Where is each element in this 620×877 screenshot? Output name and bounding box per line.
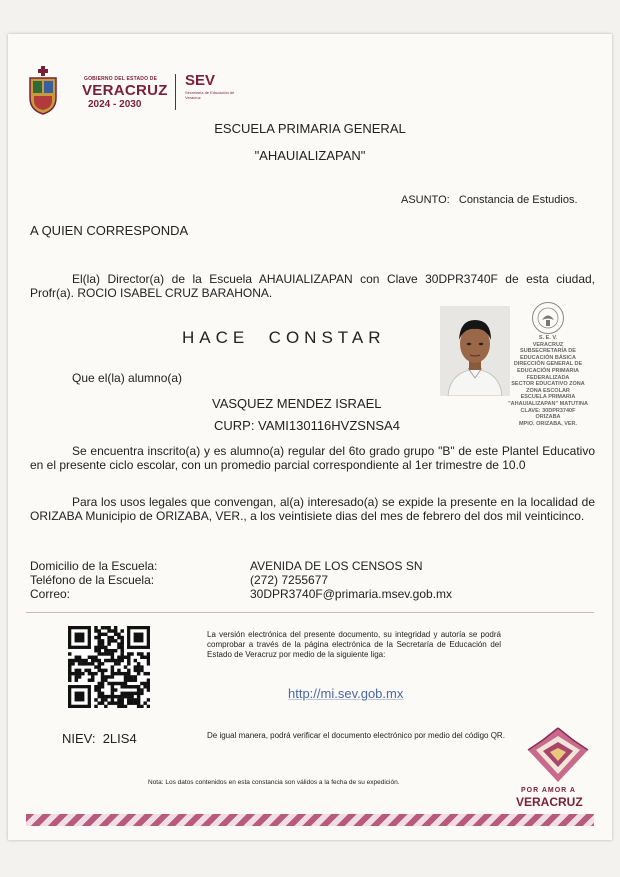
student-label: Que el(la) alumno(a)	[72, 371, 183, 385]
brand-line-1: POR AMOR A	[521, 787, 576, 794]
stamp-line: MPIO. ORIZABA, VER.	[518, 420, 578, 427]
stamp-line: VERACRUZ	[532, 341, 564, 348]
official-stamp	[498, 302, 598, 442]
student-curp: CURP: VAMI130116HVZSNSA4	[214, 418, 400, 433]
footer-decorative-stripe	[26, 814, 594, 826]
verification-link[interactable]: http://mi.sev.gob.mx	[288, 686, 404, 701]
sev-subtitle: Secretaría de Educación de Veracruz	[185, 90, 235, 100]
contact-phone: (272) 7255677	[250, 573, 329, 587]
verification-text: La versión electrónica del presente documento, su integridad y autoría se podrá comprobar a través de la página electrónica de la Secretaría de Educación del Estado de Veracruz por medio de la siguiente liga:	[207, 630, 501, 659]
por-amor-a-veracruz-logo-icon	[518, 722, 598, 788]
asunto-value: Constancia de Estudios.	[458, 194, 578, 206]
gov-small-label: GOBIERNO DEL ESTADO DE	[84, 76, 158, 82]
contact-label-address: Domicilio de la Escuela:	[30, 559, 158, 573]
brand-line-2: VERACRUZ	[516, 795, 583, 809]
footer-note: Nota: Los datos contenidos en esta constancia son válidos a la fecha de su expedición.	[148, 779, 400, 786]
qr-verification-text: De igual manera, podrá verificar el documento electrónico por medio del código QR.	[207, 731, 505, 740]
stamp-line: S. E. V.	[538, 335, 558, 341]
asunto-label: ASUNTO:	[401, 194, 450, 206]
header-divider	[175, 74, 176, 110]
stamp-line: DIRECCIÓN GENERAL DE	[513, 361, 583, 368]
stamp-eagle-icon	[532, 302, 564, 334]
stamp-line: CLAVE: 30DPR3740F	[520, 407, 576, 414]
salutation: A QUIEN CORRESPONDA	[30, 223, 189, 238]
contact-email[interactable]: 30DPR3740F@primaria.msev.gob.mx	[250, 587, 453, 601]
contact-labels	[30, 559, 157, 601]
stamp-line: EDUCACIÓN PRIMARIA	[516, 367, 580, 374]
stamp-line: ESCUELA PRIMARIA	[520, 394, 576, 401]
enrolled-paragraph: Se encuentra inscrito(a) y es alumno(a) regular del 6to grado grupo "B" de este Plantel Educativo en el presente ciclo escolar, con un promedio parcial correspondiente al 1er trimestre de 10.0	[30, 444, 595, 472]
section-divider	[26, 612, 594, 613]
stamp-line: "AHAUIALIZAPAN" MATUTINA	[508, 400, 588, 407]
contact-label-email: Correo:	[30, 587, 71, 601]
contact-address: AVENIDA DE LOS CENSOS SN	[250, 559, 423, 573]
intro-paragraph: El(la) Director(a) de la Escuela AHAUIALIZAPAN con Clave 30DPR3740F de esta ciudad, Profr(a). ROCIO ISABEL CRUZ BARAHONA.	[30, 272, 595, 300]
veracruz-coat-of-arms-icon	[26, 64, 60, 116]
stamp-line: FEDERALIZADA	[526, 374, 570, 381]
contact-values	[250, 559, 452, 601]
stamp-line: ZONA ESCOLAR	[526, 387, 570, 394]
stamp-line: ORIZABA	[535, 414, 561, 421]
gov-name: VERACRUZ	[82, 82, 168, 99]
student-name: VASQUEZ MENDEZ ISRAEL	[212, 396, 382, 411]
legal-paragraph: Para los usos legales que convengan, al(a) interesado(a) se expide la presente en la localidad de ORIZABA Municipio de ORIZABA, VER., a los veintisiete dias del mes de febrero del dos mil veinticinco.	[30, 495, 595, 523]
sev-acronym: SEV	[185, 72, 216, 89]
qr-code-icon	[68, 626, 150, 708]
hace-constar-heading: HACE CONSTAR	[182, 328, 386, 347]
niev-code: NIEV: 2LIS4	[62, 731, 137, 746]
asunto	[401, 194, 578, 206]
gov-years: 2024 - 2030	[88, 99, 142, 110]
school-name-line: ESCUELA PRIMARIA GENERAL	[214, 121, 406, 136]
stamp-line: EDUCACIÓN BÁSICA	[520, 354, 576, 361]
stamp-line: SECTOR EDUCATIVO ZONA	[511, 381, 585, 388]
school-name-quoted: "AHAUIALIZAPAN"	[254, 148, 366, 163]
document-page	[8, 34, 612, 840]
contact-label-phone: Teléfono de la Escuela:	[30, 573, 155, 587]
stamp-line: SUBSECRETARÍA DE	[520, 348, 576, 355]
